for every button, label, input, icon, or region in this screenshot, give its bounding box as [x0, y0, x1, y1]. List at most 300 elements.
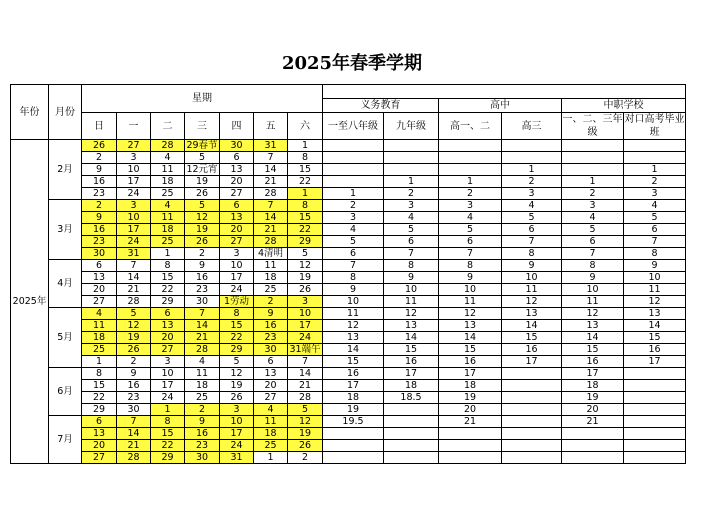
week-number-cell: 12	[323, 320, 384, 332]
date-cell: 24	[288, 332, 323, 344]
date-cell: 8	[288, 152, 323, 164]
week-number-cell: 6	[323, 248, 384, 260]
week-number-cell: 10	[624, 272, 686, 284]
date-cell: 21	[117, 284, 151, 296]
week-row	[11, 428, 686, 440]
week-number-cell: 11	[323, 308, 384, 320]
month-cell: 2月	[49, 140, 82, 200]
date-cell: 23	[185, 284, 220, 296]
date-cell: 11	[185, 368, 220, 380]
date-cell: 28	[254, 236, 288, 248]
date-cell: 24	[220, 440, 254, 452]
date-cell: 5	[185, 152, 220, 164]
date-cell: 17	[117, 224, 151, 236]
date-cell: 14	[117, 428, 151, 440]
week-number-cell	[502, 140, 562, 152]
day-name-header: 四	[220, 113, 254, 140]
date-cell: 14	[117, 272, 151, 284]
week-number-cell	[624, 404, 686, 416]
week-number-cell	[384, 164, 439, 176]
week-number-cell: 6	[439, 236, 502, 248]
week-number-cell: 3	[323, 212, 384, 224]
week-number-cell: 20	[562, 404, 624, 416]
date-cell: 31	[117, 248, 151, 260]
date-cell: 6	[220, 200, 254, 212]
week-number-cell: 18	[384, 380, 439, 392]
date-cell: 31端午	[289, 344, 321, 355]
week-number-cell	[439, 164, 502, 176]
date-cell: 16	[117, 380, 151, 392]
week-number-cell: 12	[624, 296, 686, 308]
date-cell: 26	[117, 344, 151, 356]
week-number-cell: 5	[439, 224, 502, 236]
week-number-cell: 16	[562, 356, 624, 368]
week-number-cell: 15	[384, 344, 439, 356]
stage-subheader: 九年级	[384, 113, 439, 140]
group-compulsory: 义务教育	[323, 99, 439, 113]
week-number-cell: 13	[439, 320, 502, 332]
date-cell: 4清明	[254, 248, 288, 260]
week-number-cell: 7	[384, 248, 439, 260]
date-cell: 5	[185, 200, 220, 212]
week-number-cell: 15	[502, 332, 562, 344]
week-number-cell	[384, 440, 439, 452]
date-cell: 23	[254, 332, 288, 344]
week-number-cell: 7	[323, 260, 384, 272]
week-row	[11, 200, 686, 212]
week-number-cell: 2	[439, 188, 502, 200]
week-number-cell	[384, 140, 439, 152]
date-cell: 18	[254, 272, 288, 284]
week-number-cell: 17	[384, 368, 439, 380]
week-number-cell: 16	[439, 356, 502, 368]
date-cell: 21	[185, 332, 220, 344]
date-cell: 18	[185, 380, 220, 392]
date-cell: 30	[185, 452, 220, 464]
week-number-cell: 14	[439, 332, 502, 344]
week-number-cell	[323, 164, 384, 176]
week-number-cell	[502, 428, 562, 440]
group-high-school: 高中	[439, 99, 562, 113]
date-cell: 9	[254, 308, 288, 320]
stage-subheader: 高一、二	[439, 113, 502, 140]
date-cell: 29	[151, 296, 185, 308]
date-cell: 23	[82, 188, 117, 200]
week-number-cell: 4	[624, 200, 686, 212]
date-cell: 30	[220, 140, 254, 152]
group-vocational: 中职学校	[562, 99, 686, 113]
week-number-cell: 11	[624, 284, 686, 296]
date-cell: 13	[82, 272, 117, 284]
stage-subheader: 一至八年级	[323, 113, 384, 140]
date-cell: 1	[254, 452, 288, 464]
week-number-cell: 18	[562, 380, 624, 392]
date-cell: 30	[82, 248, 117, 260]
week-number-cell: 2	[502, 176, 562, 188]
header-spacer	[323, 85, 686, 99]
week-number-cell: 19	[562, 392, 624, 404]
date-cell: 12	[185, 212, 220, 224]
week-number-cell: 3	[502, 188, 562, 200]
date-cell: 13	[220, 164, 254, 176]
week-number-cell: 6	[502, 224, 562, 236]
date-cell: 2	[185, 248, 220, 260]
week-number-cell	[562, 452, 624, 464]
date-cell: 27	[254, 392, 288, 404]
week-number-cell	[384, 452, 439, 464]
date-cell: 14	[185, 320, 220, 332]
date-cell: 13	[220, 212, 254, 224]
date-cell: 12	[220, 368, 254, 380]
date-cell: 27	[151, 344, 185, 356]
date-cell: 26	[288, 440, 323, 452]
week-number-cell	[502, 452, 562, 464]
date-cell: 4	[151, 152, 185, 164]
date-cell: 2	[254, 296, 288, 308]
date-cell: 15	[288, 164, 323, 176]
week-number-cell: 7	[439, 248, 502, 260]
date-cell: 7	[254, 152, 288, 164]
date-cell: 17	[220, 428, 254, 440]
date-cell: 14	[288, 368, 323, 380]
week-number-cell: 1	[384, 176, 439, 188]
date-cell: 5	[220, 356, 254, 368]
date-cell: 10	[220, 260, 254, 272]
date-cell: 10	[151, 368, 185, 380]
day-name-header: 二	[151, 113, 185, 140]
date-cell: 9	[117, 368, 151, 380]
week-number-cell	[562, 428, 624, 440]
week-number-cell: 4	[502, 200, 562, 212]
week-number-cell	[323, 428, 384, 440]
date-cell: 22	[151, 284, 185, 296]
date-cell: 10	[117, 212, 151, 224]
date-cell: 6	[82, 260, 117, 272]
date-cell: 16	[254, 320, 288, 332]
date-cell: 8	[82, 368, 117, 380]
date-cell: 24	[220, 284, 254, 296]
date-cell: 1	[82, 356, 117, 368]
date-cell: 9	[82, 212, 117, 224]
year-cell: 2025年	[11, 140, 49, 464]
date-cell: 5	[288, 404, 323, 416]
week-number-cell: 6	[384, 236, 439, 248]
date-cell: 23	[82, 236, 117, 248]
date-cell: 5	[288, 248, 323, 260]
week-number-cell: 3	[384, 200, 439, 212]
date-cell: 30	[117, 404, 151, 416]
week-row	[11, 176, 686, 188]
date-cell: 25	[254, 284, 288, 296]
date-cell: 8	[220, 308, 254, 320]
date-cell: 29	[151, 452, 185, 464]
date-cell: 7	[288, 356, 323, 368]
date-cell: 19	[288, 428, 323, 440]
date-cell: 18	[151, 176, 185, 188]
date-cell: 14	[254, 164, 288, 176]
week-row	[11, 248, 686, 260]
week-number-cell	[384, 152, 439, 164]
week-number-cell: 12	[439, 308, 502, 320]
date-cell: 15	[151, 272, 185, 284]
date-cell: 4	[254, 404, 288, 416]
week-number-cell: 1	[323, 188, 384, 200]
week-number-cell: 9	[384, 272, 439, 284]
date-cell: 18	[151, 224, 185, 236]
week-number-cell	[439, 452, 502, 464]
week-number-cell: 18	[323, 392, 384, 404]
week-number-cell	[502, 152, 562, 164]
date-cell: 9	[185, 416, 220, 428]
date-cell: 23	[117, 392, 151, 404]
week-number-cell	[624, 440, 686, 452]
week-number-cell: 9	[502, 260, 562, 272]
week-number-cell: 1	[562, 176, 624, 188]
date-cell: 3	[288, 296, 323, 308]
date-cell: 2	[82, 200, 117, 212]
week-number-cell: 21	[439, 416, 502, 428]
week-number-cell: 13	[384, 320, 439, 332]
week-number-cell	[624, 452, 686, 464]
week-number-cell: 16	[502, 344, 562, 356]
week-number-cell: 2	[323, 200, 384, 212]
week-number-cell: 14	[502, 320, 562, 332]
date-cell: 25	[151, 188, 185, 200]
date-cell: 26	[185, 188, 220, 200]
week-number-cell: 12	[502, 296, 562, 308]
date-cell: 3	[220, 404, 254, 416]
date-cell: 28	[117, 452, 151, 464]
week-number-cell: 10	[562, 284, 624, 296]
date-cell: 7	[117, 260, 151, 272]
date-cell: 20	[254, 380, 288, 392]
week-number-cell	[502, 416, 562, 428]
date-cell: 9	[82, 164, 117, 176]
week-row	[11, 236, 686, 248]
date-cell: 22	[220, 332, 254, 344]
date-cell: 19	[185, 176, 220, 188]
date-cell: 9	[185, 260, 220, 272]
week-number-cell: 16	[323, 368, 384, 380]
week-number-cell: 3	[439, 200, 502, 212]
date-cell: 14	[254, 212, 288, 224]
week-number-cell	[439, 440, 502, 452]
week-number-cell	[502, 392, 562, 404]
date-cell: 30	[254, 344, 288, 356]
week-row	[11, 164, 686, 176]
date-cell: 27	[82, 296, 117, 308]
week-number-cell: 6	[624, 224, 686, 236]
date-cell: 20	[220, 224, 254, 236]
day-name-header: 三	[185, 113, 220, 140]
date-cell: 1	[288, 188, 323, 200]
date-cell: 11	[151, 164, 185, 176]
date-cell: 2	[117, 356, 151, 368]
date-cell: 19	[117, 332, 151, 344]
week-number-cell	[502, 404, 562, 416]
date-cell: 8	[288, 200, 323, 212]
week-number-cell: 9	[323, 284, 384, 296]
week-number-cell	[323, 176, 384, 188]
week-number-cell: 5	[384, 224, 439, 236]
date-cell: 19	[220, 380, 254, 392]
date-cell: 8	[151, 416, 185, 428]
date-cell: 22	[288, 224, 323, 236]
date-cell: 27	[220, 188, 254, 200]
week-number-cell: 19	[439, 392, 502, 404]
date-cell: 21	[254, 224, 288, 236]
week-number-cell: 9	[562, 272, 624, 284]
week-number-cell: 18	[439, 380, 502, 392]
week-number-cell: 8	[384, 260, 439, 272]
week-number-cell	[384, 428, 439, 440]
date-cell: 3	[151, 356, 185, 368]
week-number-cell	[562, 140, 624, 152]
week-row	[11, 392, 686, 404]
week-number-cell	[439, 428, 502, 440]
date-cell: 31	[254, 140, 288, 152]
week-row	[11, 440, 686, 452]
date-cell: 11	[151, 212, 185, 224]
week-number-cell: 21	[562, 416, 624, 428]
week-number-cell: 10	[502, 272, 562, 284]
date-cell: 28	[254, 188, 288, 200]
week-number-cell	[624, 140, 686, 152]
date-cell: 1	[151, 248, 185, 260]
date-cell: 16	[185, 272, 220, 284]
week-number-cell: 5	[624, 212, 686, 224]
date-cell: 2	[185, 404, 220, 416]
date-cell: 4	[151, 200, 185, 212]
week-number-cell: 4	[439, 212, 502, 224]
week-row	[11, 320, 686, 332]
week-number-cell: 2	[624, 176, 686, 188]
week-number-cell: 12	[384, 308, 439, 320]
week-row	[11, 380, 686, 392]
date-cell: 21	[254, 176, 288, 188]
week-number-cell	[624, 368, 686, 380]
week-number-cell: 3	[562, 200, 624, 212]
week-number-cell: 8	[624, 248, 686, 260]
week-number-cell: 17	[502, 356, 562, 368]
date-cell: 24	[117, 236, 151, 248]
week-number-cell	[624, 428, 686, 440]
date-cell: 3	[220, 248, 254, 260]
date-cell: 22	[151, 440, 185, 452]
date-cell: 16	[82, 224, 117, 236]
date-cell: 28	[117, 296, 151, 308]
date-cell: 27	[220, 236, 254, 248]
week-number-cell: 11	[439, 296, 502, 308]
week-row	[11, 296, 686, 308]
week-number-cell: 14	[323, 344, 384, 356]
week-number-cell	[323, 140, 384, 152]
week-number-cell: 13	[323, 332, 384, 344]
date-cell: 5	[117, 308, 151, 320]
week-row	[11, 284, 686, 296]
date-cell: 29	[288, 236, 323, 248]
date-cell: 1	[288, 140, 323, 152]
week-number-cell	[384, 416, 439, 428]
week-number-cell: 19.5	[323, 416, 384, 428]
week-number-cell: 13	[624, 308, 686, 320]
week-number-cell	[624, 152, 686, 164]
week-number-cell: 16	[384, 356, 439, 368]
week-number-cell: 8	[562, 260, 624, 272]
week-number-cell: 1	[502, 164, 562, 176]
week-number-cell: 15	[323, 356, 384, 368]
week-number-cell: 7	[502, 236, 562, 248]
date-cell: 17	[220, 272, 254, 284]
stage-subheader: 对口高考毕业班	[624, 114, 685, 138]
month-cell: 7月	[49, 416, 82, 464]
week-number-cell	[624, 392, 686, 404]
week-row	[11, 416, 686, 428]
week-number-cell: 10	[439, 284, 502, 296]
week-number-cell: 18.5	[384, 392, 439, 404]
date-cell: 23	[185, 440, 220, 452]
week-number-cell: 14	[624, 320, 686, 332]
week-number-cell	[562, 152, 624, 164]
month-cell: 4月	[49, 260, 82, 308]
week-number-cell: 15	[562, 344, 624, 356]
week-number-cell: 15	[624, 332, 686, 344]
day-name-header: 六	[288, 113, 323, 140]
date-cell: 26	[82, 140, 117, 152]
week-row	[11, 140, 686, 152]
week-number-cell: 8	[502, 248, 562, 260]
date-cell: 3	[117, 200, 151, 212]
date-cell: 20	[220, 176, 254, 188]
date-cell: 7	[185, 308, 220, 320]
week-number-cell: 10	[384, 284, 439, 296]
week-number-cell: 17	[562, 368, 624, 380]
date-cell: 10	[117, 164, 151, 176]
week-number-cell	[439, 140, 502, 152]
week-number-cell: 14	[562, 332, 624, 344]
week-number-cell: 15	[439, 344, 502, 356]
date-cell: 7	[117, 416, 151, 428]
date-cell: 13	[82, 428, 117, 440]
day-name-header: 五	[254, 113, 288, 140]
week-number-cell: 5	[323, 236, 384, 248]
year-header: 年份	[11, 85, 49, 140]
date-cell: 31	[220, 452, 254, 464]
date-cell: 13	[151, 320, 185, 332]
date-cell: 30	[185, 296, 220, 308]
week-number-cell	[384, 404, 439, 416]
week-number-cell: 4	[323, 224, 384, 236]
date-cell: 6	[82, 416, 117, 428]
date-cell: 28	[185, 344, 220, 356]
date-cell: 22	[288, 176, 323, 188]
week-number-cell	[323, 452, 384, 464]
date-cell: 13	[254, 368, 288, 380]
week-number-cell: 9	[624, 260, 686, 272]
date-cell: 16	[185, 428, 220, 440]
date-cell: 7	[254, 200, 288, 212]
week-number-cell: 2	[384, 188, 439, 200]
week-number-cell: 17	[323, 380, 384, 392]
week-number-cell: 20	[439, 404, 502, 416]
week-number-cell: 5	[502, 212, 562, 224]
week-number-cell: 4	[562, 212, 624, 224]
month-header: 月份	[49, 85, 82, 140]
date-cell: 16	[82, 176, 117, 188]
date-cell: 18	[254, 428, 288, 440]
week-number-cell: 1	[439, 176, 502, 188]
week-number-cell: 13	[562, 320, 624, 332]
